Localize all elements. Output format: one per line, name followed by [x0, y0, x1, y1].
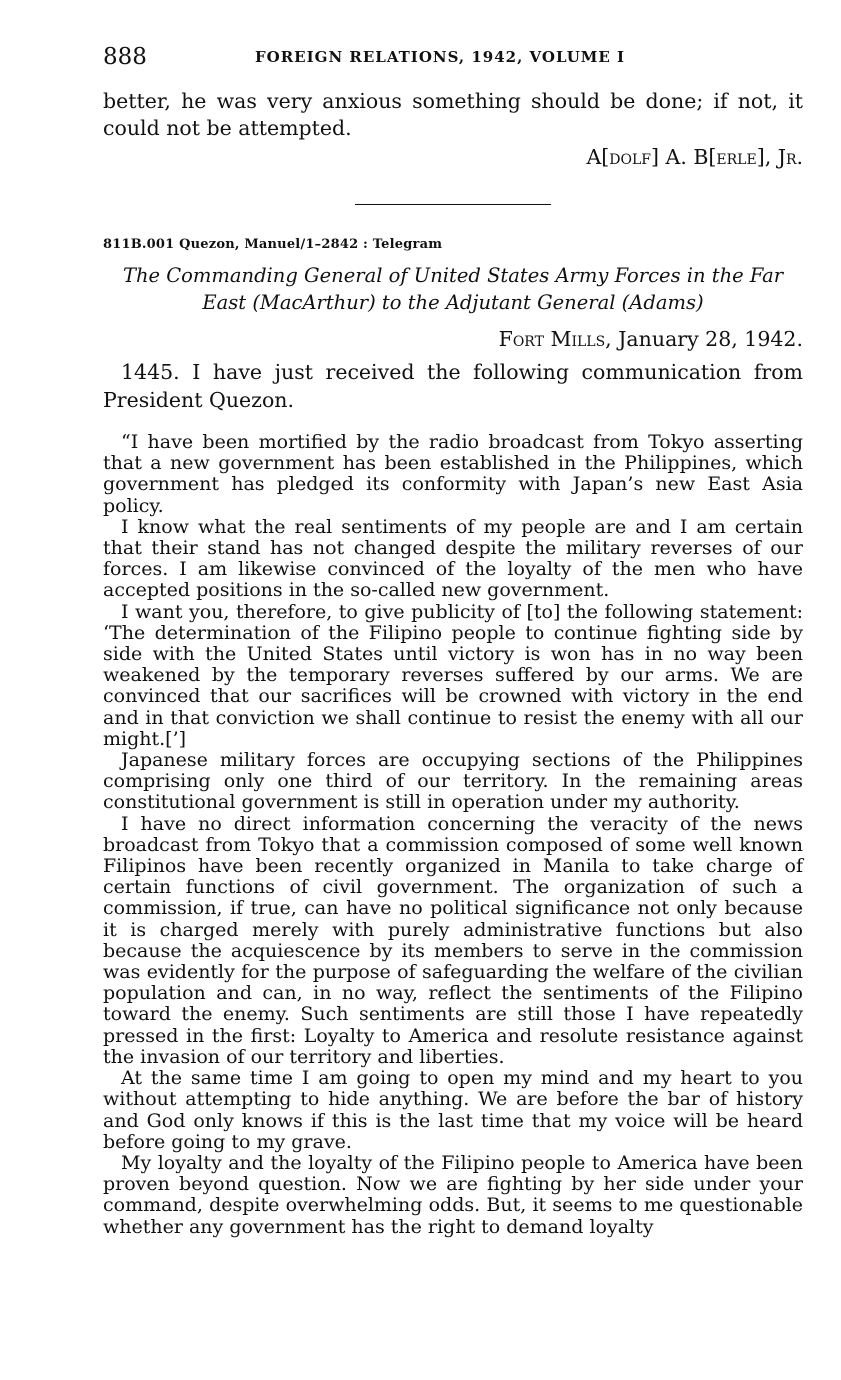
- dateline: [103, 326, 803, 352]
- file-reference: 811B.001 Quezon, Manuel/1–2842 : Telegram: [103, 237, 443, 252]
- document-heading: The Commanding General of United States Army Forces in the Far East (MacArthur) to the Adjutant General (Adams): [122, 264, 784, 314]
- dateline-date: January 28, 1942.: [618, 327, 803, 351]
- signature: A[dolf] A. B[erle], Jr.: [586, 145, 803, 169]
- quote-paragraph: At the same time I am going to open my mind and my heart to you without attempting to hide anything. We are before the bar of history and God only knows if this is the last time that my voice will be heard before going to my grave.: [103, 1067, 803, 1153]
- quoted-message: [103, 432, 803, 1238]
- quote-paragraph: I know what the real sentiments of my people are and I am certain that their stand has not changed despite the military reverses of our forces. I am likewise convinced of the loyalty of the men who have accepted positions in the so-called new government.: [103, 515, 803, 602]
- quote-paragraph: I want you, therefore, to give publicity of [to] the following statement: ‘The determination of the Filipino people to continue fighting side by side with the United States until victory is won has in no way been weakened by the temporary reverses suffered by our arms. We are convinced that our sacrifices will be crowned with victory in the end and in that conviction we shall continue to resist the enemy with all our might.[’]: [103, 600, 803, 750]
- intro-paragraph: 1445. I have just received the following communication from President Quezon.: [103, 360, 803, 412]
- section-divider: [355, 204, 551, 205]
- running-title: FOREIGN RELATIONS, 1942, VOLUME I: [255, 48, 626, 66]
- quote-paragraph: “I have been mortified by the radio broadcast from Tokyo asserting that a new government has been established in the Philippines, which government has pledged its conformity with Japan’s new East Asia policy.: [103, 431, 803, 517]
- quote-paragraph: I have no direct information concerning the veracity of the news broadcast from Tokyo that a commission composed of some well known Filipinos have been recently organized in Manila to take charge of certain functions of civil government. The organization of such a commission, if true, can have no political significance not only because it is charged merely with purely administrative functions but also because the acquiescence by its members to serve in the commission was evidently for the purpose of safeguarding the welfare of the civilian population and can, in no way, reflect the sentiments of the Filipino toward the enemy. Such sentiments are still those I have repeatedly pressed in the first: Loyalty to America and resolute resistance against the invasion of our territory and liberties.: [103, 812, 803, 1068]
- running-header: [103, 40, 803, 74]
- continued-paragraph: better, he was very anxious something should be done; if not, it could not be attempted.: [103, 89, 803, 140]
- document-page: [103, 40, 803, 1238]
- quote-paragraph: Japanese military forces are occupying sections of the Philippines comprising only one third of our territory. In the remaining areas constitutional government is still in operation under my authority.: [103, 749, 803, 814]
- quote-paragraph: My loyalty and the loyalty of the Filipino people to America have been proven beyond question. Now we are fighting by her side under your command, despite overwhelming odds. But, it seems to me questionable whether any government has the right to demand loyalty: [103, 1151, 803, 1238]
- page-number: 888: [103, 44, 147, 70]
- dateline-place: Fort Mills,: [498, 327, 612, 351]
